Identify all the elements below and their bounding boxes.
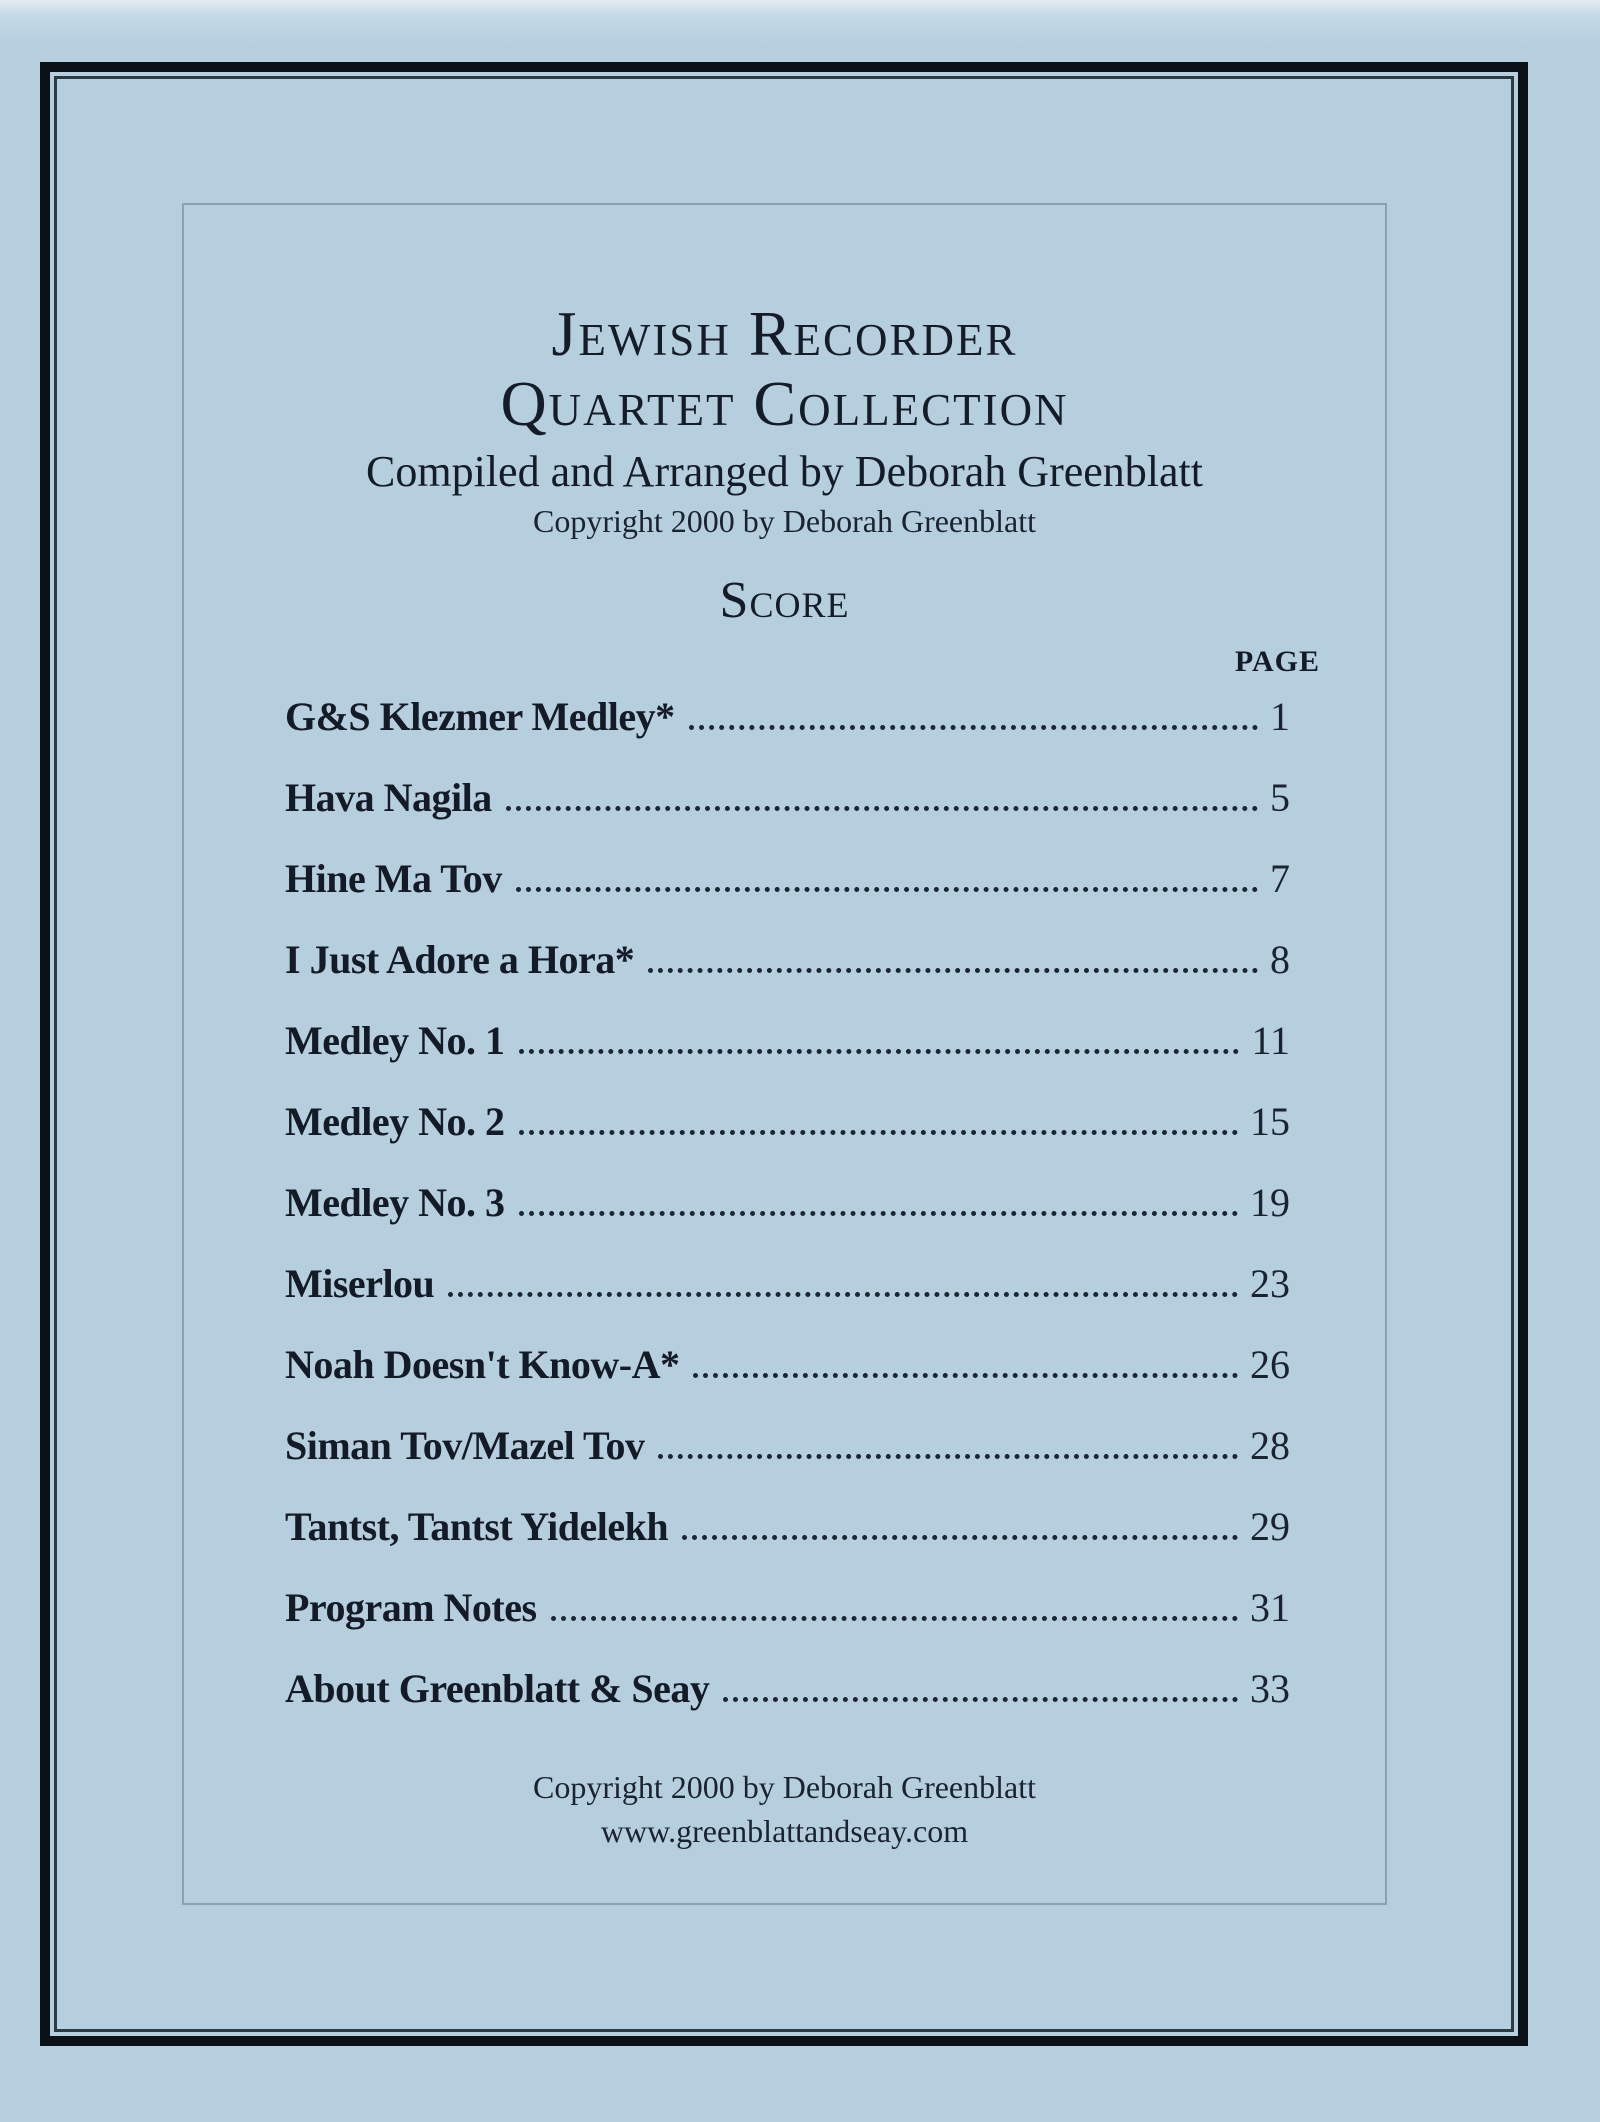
dot-leader <box>519 1049 1240 1054</box>
book-title-line1: Jewish Recorder <box>551 298 1018 369</box>
toc-entry-title: G&S Klezmer Medley* <box>285 694 675 739</box>
toc-row <box>285 693 1290 774</box>
table-of-contents <box>285 693 1290 1746</box>
toc-entry-title: Hava Nagila <box>285 775 492 820</box>
toc-entry-page: 26 <box>1250 1342 1290 1387</box>
toc-entry-title: Miserlou <box>285 1261 435 1306</box>
dot-leader <box>723 1697 1238 1702</box>
page-column-header: PAGE <box>1234 645 1320 678</box>
toc-entry-page: 31 <box>1250 1585 1290 1630</box>
book-title <box>182 299 1387 439</box>
toc-row <box>285 774 1290 855</box>
dot-leader <box>448 1292 1238 1297</box>
toc-row <box>285 1503 1290 1584</box>
toc-entry-title: Medley No. 1 <box>285 1018 505 1063</box>
page-content <box>182 203 1387 1905</box>
byline: Compiled and Arranged by Deborah Greenblatt <box>366 447 1203 496</box>
toc-row <box>285 936 1290 1017</box>
copyright-line: Copyright 2000 by Deborah Greenblatt <box>533 503 1036 539</box>
dot-leader <box>689 725 1258 730</box>
dot-leader <box>658 1454 1238 1459</box>
toc-row <box>285 1422 1290 1503</box>
toc-entry-page: 19 <box>1250 1180 1290 1225</box>
footer-copyright: Copyright 2000 by Deborah Greenblatt <box>533 1769 1036 1805</box>
toc-row <box>285 1665 1290 1746</box>
toc-entry-title: Siman Tov/Mazel Tov <box>285 1423 645 1468</box>
toc-row <box>285 1584 1290 1665</box>
toc-row <box>285 855 1290 936</box>
toc-entry-title: Noah Doesn't Know-A* <box>285 1342 680 1387</box>
dot-leader <box>693 1373 1238 1378</box>
toc-entry-page: 29 <box>1250 1504 1290 1549</box>
toc-row <box>285 1341 1290 1422</box>
toc-entry-page: 7 <box>1270 856 1290 901</box>
section-heading: Score <box>719 572 850 629</box>
book-title-line2: Quartet Collection <box>500 368 1069 439</box>
footer <box>182 1765 1387 1853</box>
toc-entry-page: 15 <box>1250 1099 1290 1144</box>
dot-leader <box>506 806 1258 811</box>
toc-entry-page: 28 <box>1250 1423 1290 1468</box>
dot-leader <box>648 968 1258 973</box>
toc-row <box>285 1017 1290 1098</box>
toc-entry-page: 8 <box>1270 937 1290 982</box>
toc-entry-title: Hine Ma Tov <box>285 856 502 901</box>
toc-entry-page: 11 <box>1251 1018 1290 1063</box>
toc-entry-page: 23 <box>1250 1261 1290 1306</box>
dot-leader <box>516 887 1258 892</box>
dot-leader <box>551 1616 1238 1621</box>
toc-row <box>285 1179 1290 1260</box>
toc-entry-title: Medley No. 3 <box>285 1180 505 1225</box>
dot-leader <box>519 1130 1238 1135</box>
toc-entry-title: Program Notes <box>285 1585 537 1630</box>
dot-leader <box>682 1535 1238 1540</box>
toc-entry-title: Medley No. 2 <box>285 1099 505 1144</box>
toc-entry-title: Tantst, Tantst Yidelekh <box>285 1504 669 1549</box>
toc-row <box>285 1260 1290 1341</box>
toc-entry-page: 5 <box>1270 775 1290 820</box>
toc-entry-page: 33 <box>1250 1666 1290 1711</box>
toc-entry-page: 1 <box>1270 694 1290 739</box>
title-block <box>182 299 1387 541</box>
footer-website: www.greenblattandseay.com <box>600 1813 969 1849</box>
toc-entry-title: About Greenblatt & Seay <box>285 1666 710 1711</box>
toc-row <box>285 1098 1290 1179</box>
dot-leader <box>519 1211 1238 1216</box>
toc-entry-title: I Just Adore a Hora* <box>285 937 635 982</box>
